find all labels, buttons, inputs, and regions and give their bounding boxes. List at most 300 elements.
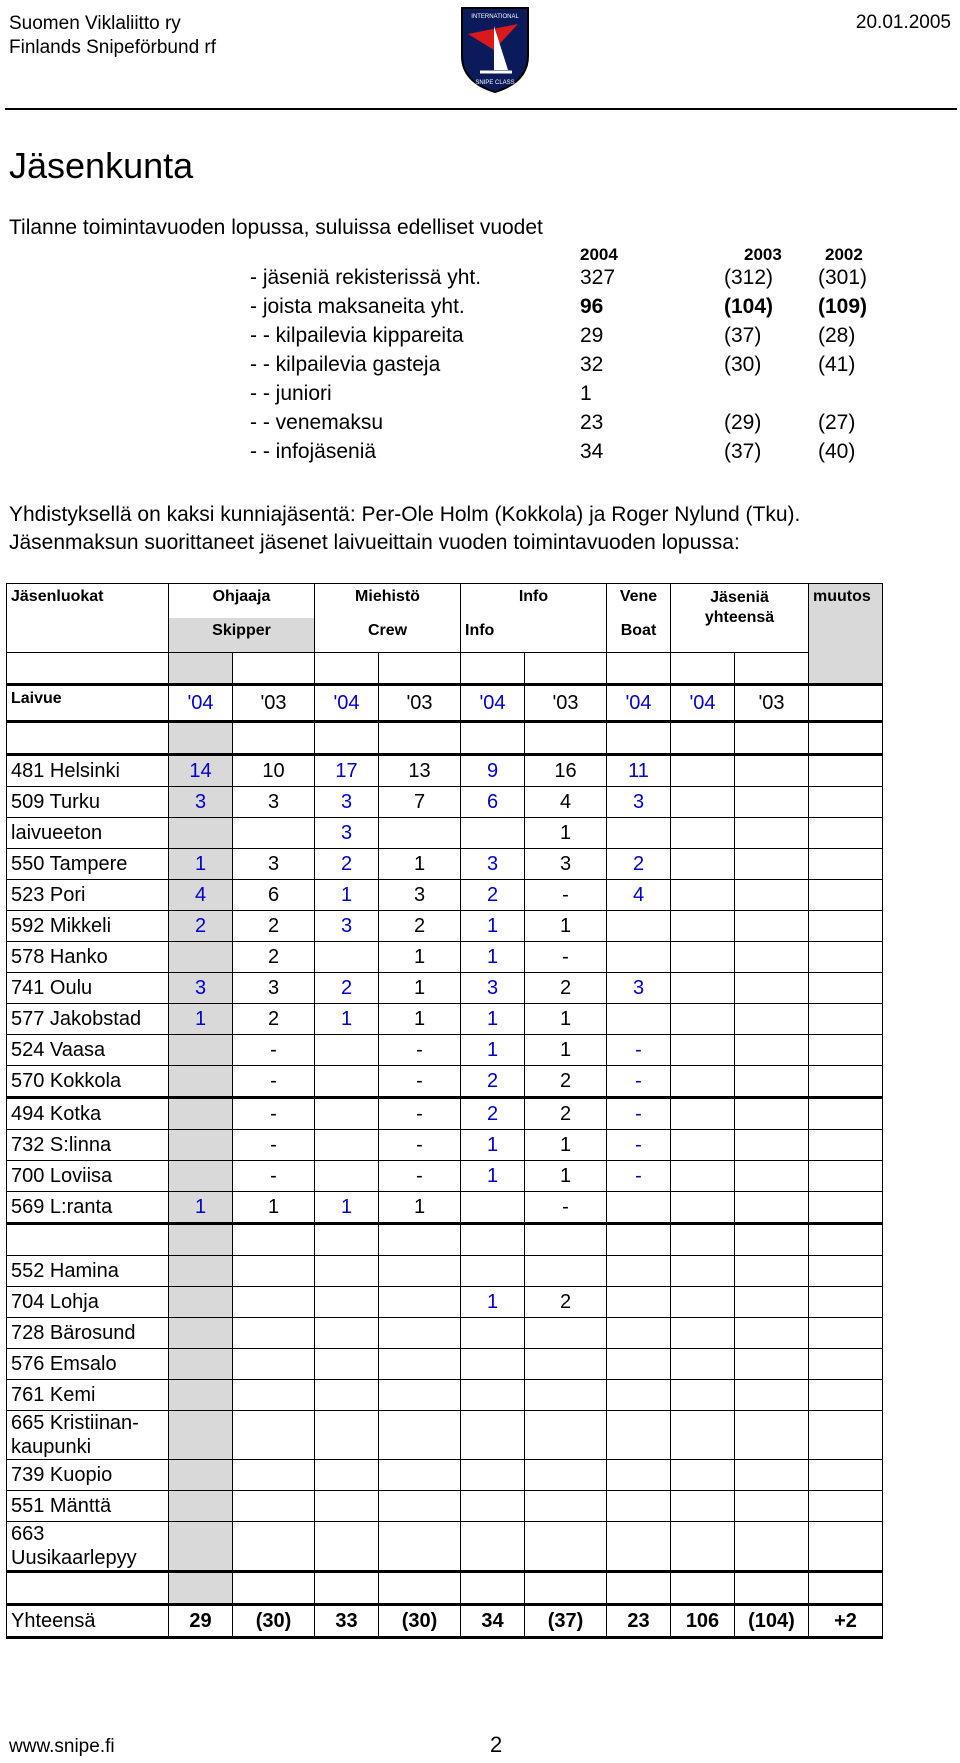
cell-value	[735, 973, 809, 1004]
summary-value-2003: (30)	[724, 353, 762, 376]
table-row	[7, 1192, 883, 1224]
cell-value	[461, 1411, 525, 1460]
cell-value: -	[233, 1161, 315, 1192]
cell-value	[671, 973, 735, 1004]
year-label: '04	[461, 685, 525, 722]
cell-value	[735, 911, 809, 942]
cell-value: 2	[233, 942, 315, 973]
year-label: '03	[379, 685, 461, 722]
cell-value	[525, 1522, 607, 1572]
cell-value: 17	[315, 755, 379, 787]
cell-value	[461, 1491, 525, 1522]
cell-value: 1	[379, 849, 461, 880]
table-intro-text: Jäsenmaksun suorittaneet jäsenet laivueittain vuoden toimintavuoden lopussa:	[9, 531, 740, 554]
summary-value-2003: (104)	[724, 295, 774, 318]
cell-value	[169, 942, 233, 973]
cell-value: 2	[461, 880, 525, 911]
cell-value	[315, 1411, 379, 1460]
squadron-name-line2: kaupunki	[11, 1436, 92, 1458]
squadron-name: 739 Kuopio	[7, 1460, 169, 1491]
footer-page-number: 2	[490, 1732, 503, 1757]
cell-value	[169, 1349, 233, 1380]
cell-value: 3	[315, 911, 379, 942]
cell-value	[169, 1130, 233, 1161]
header-crew: Crew	[315, 618, 461, 653]
cell-value: -	[607, 1161, 671, 1192]
cell-value	[735, 1066, 809, 1098]
squadron-name: 741 Oulu	[7, 973, 169, 1004]
cell-value	[525, 1349, 607, 1380]
cell-value: 1	[461, 1130, 525, 1161]
cell-value	[735, 942, 809, 973]
cell-value: 1	[233, 1192, 315, 1224]
cell-value	[233, 1318, 315, 1349]
cell-value	[735, 1287, 809, 1318]
cell-value: 2	[461, 1098, 525, 1130]
cell-value	[379, 1256, 461, 1287]
table-row	[7, 973, 883, 1004]
cell-value	[315, 1491, 379, 1522]
total-value: 33	[315, 1605, 379, 1638]
cell-value	[315, 1460, 379, 1491]
table-row	[7, 1004, 883, 1035]
cell-value	[735, 1380, 809, 1411]
cell-value	[233, 1460, 315, 1491]
cell-value	[315, 1522, 379, 1572]
cell-value	[525, 1318, 607, 1349]
cell-value	[233, 818, 315, 849]
cell-value: 1	[315, 1192, 379, 1224]
summary-label: - - venemaksu	[250, 411, 384, 434]
cell-value: 1	[315, 1004, 379, 1035]
table-row	[7, 1349, 883, 1380]
cell-value	[379, 1318, 461, 1349]
table-row	[7, 1161, 883, 1192]
total-value: (30)	[233, 1605, 315, 1638]
squadron-name-line2: Uusikaarlepyy	[11, 1547, 137, 1569]
squadron-name: 570 Kokkola	[7, 1066, 169, 1098]
cell-value	[671, 911, 735, 942]
cell-value	[735, 1491, 809, 1522]
cell-value	[671, 1411, 735, 1460]
cell-value	[315, 1130, 379, 1161]
cell-value	[671, 1460, 735, 1491]
squadron-name: 728 Bärosund	[7, 1318, 169, 1349]
table-row	[7, 911, 883, 942]
cell-value	[525, 1460, 607, 1491]
cell-value: -	[607, 1098, 671, 1130]
total-value: (104)	[735, 1605, 809, 1638]
cell-value: 1	[169, 1004, 233, 1035]
cell-value: 3	[607, 973, 671, 1004]
cell-value: -	[379, 1098, 461, 1130]
cell-value	[735, 1522, 809, 1572]
cell-value: 1	[315, 880, 379, 911]
cell-value	[461, 1349, 525, 1380]
cell-value	[315, 1349, 379, 1380]
cell-value: 3	[233, 973, 315, 1004]
total-value: (37)	[525, 1605, 607, 1638]
cell-value	[671, 1035, 735, 1066]
year-label: '03	[233, 685, 315, 722]
squadron-name: 576 Emsalo	[7, 1349, 169, 1380]
cell-value: -	[525, 942, 607, 973]
cell-value	[461, 1256, 525, 1287]
cell-value: 2	[315, 849, 379, 880]
squadron-name: 761 Kemi	[7, 1380, 169, 1411]
cell-value: 1	[169, 849, 233, 880]
table-row	[7, 880, 883, 911]
header-miehisto: Miehistö	[315, 584, 461, 619]
summary-label: - - kilpailevia kippareita	[250, 324, 464, 347]
cell-value	[233, 1411, 315, 1460]
cell-value	[671, 755, 735, 787]
cell-value: 2	[233, 911, 315, 942]
cell-value	[735, 1161, 809, 1192]
cell-value	[671, 1318, 735, 1349]
summary-label: - jäseniä rekisterissä yht.	[250, 266, 482, 289]
summary-value-2004: 32	[580, 353, 604, 376]
cell-value: 1	[461, 1004, 525, 1035]
cell-value	[735, 1004, 809, 1035]
cell-value: 3	[525, 849, 607, 880]
cell-value: 2	[525, 1066, 607, 1098]
cell-value	[671, 880, 735, 911]
cell-value: 6	[233, 880, 315, 911]
cell-value	[379, 818, 461, 849]
squadron-name-line1: 665 Kristiinan-	[11, 1412, 139, 1434]
summary-value-2004: 23	[580, 411, 604, 434]
cell-value	[461, 818, 525, 849]
cell-value	[671, 942, 735, 973]
cell-value: -	[379, 1035, 461, 1066]
cell-value	[233, 1287, 315, 1318]
cell-value: 4	[607, 880, 671, 911]
cell-value	[671, 1004, 735, 1035]
cell-value	[525, 1256, 607, 1287]
squadron-name: 700 Loviisa	[7, 1161, 169, 1192]
cell-value: -	[607, 1066, 671, 1098]
summary-value-2004: 34	[580, 440, 604, 463]
cell-value	[671, 1098, 735, 1130]
cell-value: 3	[461, 849, 525, 880]
total-label: Yhteensä	[7, 1605, 169, 1638]
cell-value	[671, 1192, 735, 1224]
table-row	[7, 1318, 883, 1349]
cell-value	[315, 1066, 379, 1098]
table-row	[7, 1411, 883, 1460]
svg-text:INTERNATIONAL: INTERNATIONAL	[471, 14, 519, 20]
cell-value: 1	[379, 942, 461, 973]
cell-value	[379, 1522, 461, 1572]
cell-value: -	[607, 1035, 671, 1066]
cell-value	[169, 1287, 233, 1318]
cell-value: 3	[169, 787, 233, 818]
cell-value: -	[233, 1035, 315, 1066]
total-row	[7, 1605, 883, 1638]
membership-table	[6, 583, 883, 1639]
cell-value	[607, 1522, 671, 1572]
cell-value	[735, 880, 809, 911]
header-skipper: Skipper	[169, 618, 315, 653]
cell-value: 1	[379, 1192, 461, 1224]
squadron-name	[7, 1411, 169, 1460]
summary-year-2004: 2004	[580, 245, 618, 264]
summary-value-2004: 96	[580, 295, 604, 318]
header-info: Info	[461, 584, 607, 619]
cell-value	[169, 1522, 233, 1572]
header-info2: Info	[461, 618, 607, 653]
cell-value: 3	[607, 787, 671, 818]
summary-label: - - infojäseniä	[250, 440, 377, 463]
cell-value	[671, 1066, 735, 1098]
summary-value-2002: (301)	[818, 266, 868, 289]
cell-value	[169, 1380, 233, 1411]
cell-value: 1	[525, 1130, 607, 1161]
year-label: '03	[525, 685, 607, 722]
summary-year-2002: 2002	[825, 245, 863, 264]
squadron-name-line1: 663	[11, 1523, 45, 1545]
cell-value	[461, 1380, 525, 1411]
cell-value: 10	[233, 755, 315, 787]
cell-value	[671, 1287, 735, 1318]
cell-value	[169, 1066, 233, 1098]
cell-value: 2	[461, 1066, 525, 1098]
cell-value: 1	[379, 973, 461, 1004]
org-name-sv: Finlands Snipeförbund rf	[9, 37, 217, 58]
cell-value	[607, 942, 671, 973]
cell-value	[607, 818, 671, 849]
year-label: '04	[315, 685, 379, 722]
cell-value: 2	[169, 911, 233, 942]
total-value: 34	[461, 1605, 525, 1638]
cell-value	[525, 1380, 607, 1411]
cell-value	[233, 1256, 315, 1287]
cell-value	[379, 1411, 461, 1460]
squadron-name: 592 Mikkeli	[7, 911, 169, 942]
cell-value: 1	[525, 1161, 607, 1192]
table-row	[7, 1256, 883, 1287]
cell-value	[233, 1491, 315, 1522]
table-row	[7, 1380, 883, 1411]
cell-value: 2	[607, 849, 671, 880]
cell-value	[735, 1130, 809, 1161]
squadron-name: 509 Turku	[7, 787, 169, 818]
cell-value: 1	[525, 818, 607, 849]
year-label: '04	[169, 685, 233, 722]
table-row	[7, 1098, 883, 1130]
table-row	[7, 787, 883, 818]
cell-value: 4	[525, 787, 607, 818]
table-row	[7, 1066, 883, 1098]
cell-value: 1	[525, 1004, 607, 1035]
cell-value: 2	[525, 1098, 607, 1130]
header-muutos: muutos	[809, 584, 883, 685]
cell-value	[735, 1460, 809, 1491]
summary-label: - joista maksaneita yht.	[250, 295, 465, 318]
cell-value: 3	[461, 973, 525, 1004]
cell-value: 6	[461, 787, 525, 818]
cell-value	[735, 1035, 809, 1066]
cell-value	[735, 1192, 809, 1224]
cell-value: 14	[169, 755, 233, 787]
cell-value	[671, 1256, 735, 1287]
cell-value: -	[379, 1130, 461, 1161]
cell-value: -	[233, 1130, 315, 1161]
cell-value: 13	[379, 755, 461, 787]
squadron-name	[7, 1522, 169, 1572]
summary-value-2002: (40)	[818, 440, 856, 463]
cell-value: -	[379, 1066, 461, 1098]
table-row	[7, 1287, 883, 1318]
cell-value	[671, 1130, 735, 1161]
header-jaseniayht: Jäseniä yhteensä	[671, 584, 809, 653]
squadron-name: 481 Helsinki	[7, 755, 169, 787]
cell-value: -	[379, 1161, 461, 1192]
cell-value	[735, 1098, 809, 1130]
header-organization	[9, 12, 216, 60]
cell-value	[607, 1411, 671, 1460]
total-value: 29	[169, 1605, 233, 1638]
cell-value	[315, 1256, 379, 1287]
cell-value: 1	[461, 1161, 525, 1192]
table-row	[7, 849, 883, 880]
cell-value	[671, 818, 735, 849]
cell-value	[735, 1318, 809, 1349]
cell-value	[169, 1035, 233, 1066]
table-row	[7, 755, 883, 787]
cell-value: 1	[525, 1035, 607, 1066]
cell-value	[735, 1256, 809, 1287]
cell-value: 2	[525, 1287, 607, 1318]
cell-value	[607, 911, 671, 942]
cell-value: -	[233, 1098, 315, 1130]
cell-value	[379, 1287, 461, 1318]
cell-value	[671, 787, 735, 818]
cell-value	[607, 1491, 671, 1522]
cell-value	[169, 1411, 233, 1460]
summary-value-2002: (41)	[818, 353, 856, 376]
total-value: +2	[809, 1605, 883, 1638]
cell-value: 2	[233, 1004, 315, 1035]
cell-value: 1	[461, 1287, 525, 1318]
header-date: 20.01.2005	[855, 12, 951, 33]
page-title: Jäsenkunta	[9, 145, 194, 186]
cell-value	[735, 1411, 809, 1460]
cell-value: -	[525, 880, 607, 911]
squadron-name: 569 L:ranta	[7, 1192, 169, 1224]
cell-value: -	[525, 1192, 607, 1224]
cell-value: 1	[461, 1035, 525, 1066]
squadron-name: laivueeton	[7, 818, 169, 849]
summary-value-2002: (28)	[818, 324, 856, 347]
cell-value: -	[233, 1066, 315, 1098]
cell-value	[169, 1098, 233, 1130]
squadron-name: 524 Vaasa	[7, 1035, 169, 1066]
cell-value	[315, 1098, 379, 1130]
cell-value: 16	[525, 755, 607, 787]
footer-url: www.snipe.fi	[9, 1736, 115, 1757]
squadron-name: 494 Kotka	[7, 1098, 169, 1130]
cell-value: 3	[233, 849, 315, 880]
cell-value: 4	[169, 880, 233, 911]
cell-value	[315, 1380, 379, 1411]
total-value: (30)	[379, 1605, 461, 1638]
cell-value	[607, 1460, 671, 1491]
summary-value-2004: 327	[580, 266, 616, 289]
cell-value: 3	[379, 880, 461, 911]
summary-value-2003: (312)	[724, 266, 774, 289]
header-laivue: Laivue	[7, 685, 169, 722]
cell-value: 9	[461, 755, 525, 787]
summary-label: - - juniori	[250, 382, 332, 405]
squadron-name: 523 Pori	[7, 880, 169, 911]
cell-value	[671, 1161, 735, 1192]
header-boat: Boat	[607, 618, 671, 653]
cell-value: -	[607, 1130, 671, 1161]
cell-value	[379, 1380, 461, 1411]
cell-value: 3	[169, 973, 233, 1004]
squadron-name: 732 S:linna	[7, 1130, 169, 1161]
cell-value: 3	[315, 818, 379, 849]
cell-value	[315, 1287, 379, 1318]
cell-value	[607, 1318, 671, 1349]
summary-value-2003: (29)	[724, 411, 762, 434]
cell-value	[735, 1349, 809, 1380]
cell-value	[735, 849, 809, 880]
cell-value: 3	[233, 787, 315, 818]
squadron-name: 550 Tampere	[7, 849, 169, 880]
cell-value	[315, 1318, 379, 1349]
cell-value: 1	[379, 1004, 461, 1035]
table-row	[7, 1522, 883, 1572]
cell-value	[461, 1522, 525, 1572]
cell-value	[169, 1460, 233, 1491]
cell-value: 1	[169, 1192, 233, 1224]
cell-value	[671, 1349, 735, 1380]
year-label: '04	[607, 685, 671, 722]
cell-value	[461, 1318, 525, 1349]
cell-value: 2	[315, 973, 379, 1004]
org-name-fi: Suomen Viklaliitto ry	[9, 13, 181, 34]
year-label: '03	[735, 685, 809, 722]
cell-value	[607, 1256, 671, 1287]
cell-value	[607, 1380, 671, 1411]
summary-value-2004: 29	[580, 324, 604, 347]
cell-value	[315, 1161, 379, 1192]
summary-label: - - kilpailevia gasteja	[250, 353, 441, 376]
table-row	[7, 1460, 883, 1491]
cell-value	[315, 942, 379, 973]
cell-value	[671, 1491, 735, 1522]
cell-value	[233, 1380, 315, 1411]
cell-value	[671, 1380, 735, 1411]
header-vene: Vene	[607, 584, 671, 619]
header-ohjaaja: Ohjaaja	[169, 584, 315, 619]
cell-value	[525, 1411, 607, 1460]
cell-value	[379, 1460, 461, 1491]
svg-text:SNIPE CLASS: SNIPE CLASS	[475, 80, 515, 86]
header-divider	[5, 108, 957, 110]
summary-year-2003: 2003	[744, 245, 782, 264]
cell-value: 2	[525, 973, 607, 1004]
snipe-class-logo	[458, 4, 532, 94]
cell-value	[379, 1349, 461, 1380]
summary-value-2002: (109)	[818, 295, 868, 318]
cell-value	[735, 818, 809, 849]
total-value: 23	[607, 1605, 671, 1638]
squadron-name: 578 Hanko	[7, 942, 169, 973]
